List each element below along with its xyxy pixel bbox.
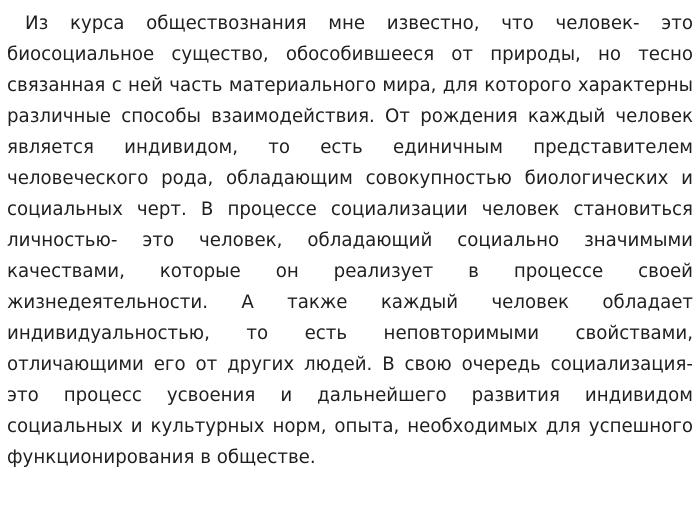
document-page [7, 8, 693, 473]
essay-paragraph: Из курса обществознания мне известно, что человек- это биосоциальное существо, обособившееся от природы, но тесно связанная с ней часть материального мира, для которого характерны различные способы взаимодействия. От рождения каждый человек является индивидом, то есть единичным представителем человеческого рода, обладающим совокупностью биологических и социальных черт. В процессе социализации человек становиться личностью- это человек, обладающий социально значимыми качествами, которые он реализует в процессе своей жизнедеятельности. А также каждый человек обладает индивидуальностью, то есть неповторимыми свойствами, отличающими его от других людей. В свою очередь социализация- это процесс усвоения и дальнейшего развития индивидом социальных и культурных норм, опыта, необходимых для успешного функционирования в обществе. [7, 13, 693, 468]
